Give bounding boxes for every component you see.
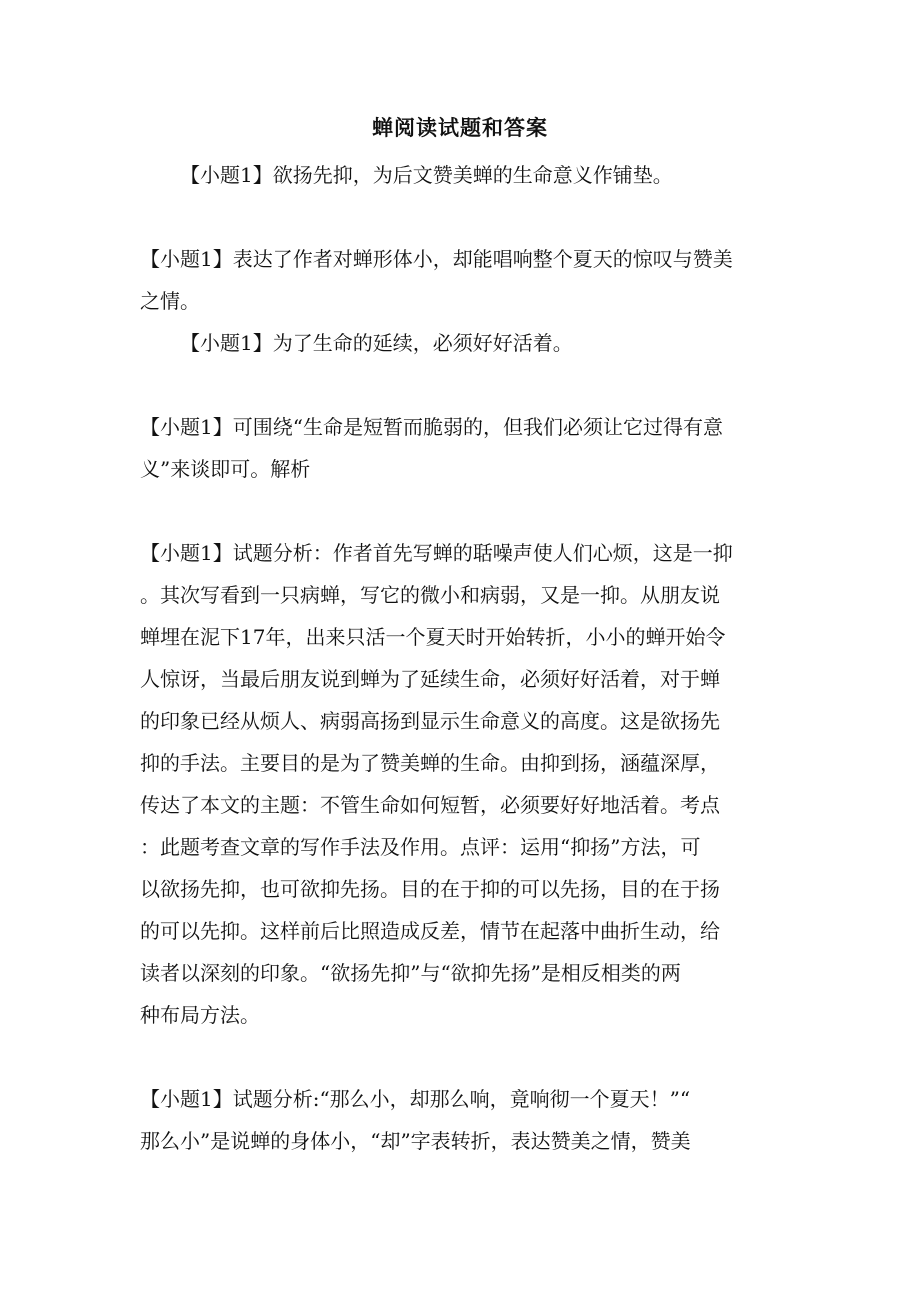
answer-paragraph-3 [180,322,780,364]
answer-paragraph-2 [140,238,780,322]
document-title: 蝉阅读试题和答案 [372,115,548,140]
paragraph-line: 传达了本文的主题：不管生命如何短暂，必须要好好地活着。考点 [140,793,720,817]
paragraph-line: 那么小”是说蝉的身体小，“却”字表转折，表达赞美之情，赞美 [140,1129,691,1153]
paragraph-line: ：此题考查文章的写作手法及作用。点评：运用“抑扬”方法，可 [140,835,701,859]
paragraph-line: 蝉埋在泥下17年，出来只活一个夏天时开始转折，小小的蝉开始令 [140,625,726,649]
paragraph-line: 【小题1】试题分析:“那么小，却那么响，竟响彻一个夏天！”“ [140,1087,691,1111]
paragraph-line: 【小题1】欲扬先抑，为后文赞美蝉的生命意义作铺垫。 [180,163,673,187]
paragraph-line: 【小题1】可围绕“生命是短暂而脆弱的，但我们必须让它过得有意 [140,415,723,439]
paragraph-line: 【小题1】为了生命的延续，必须好好活着。 [180,331,573,355]
analysis-paragraph-1 [140,532,780,1036]
paragraph-line: 人惊讶，当最后朋友说到蝉为了延续生命，必须好好活着，对于蝉 [140,667,720,691]
answer-paragraph-1 [180,154,780,196]
analysis-paragraph-2 [140,1078,780,1162]
paragraph-line: 的印象已经从烦人、病弱高扬到显示生命意义的高度。这是欲扬先 [140,709,720,733]
paragraph-line: 。其次写看到一只病蝉，写它的微小和病弱，又是一抑。从朋友说 [140,583,720,607]
paragraph-line: 【小题1】表达了作者对蝉形体小，却能唱响整个夏天的惊叹与赞美 [140,247,733,271]
paragraph-line: 义”来谈即可。解析 [140,457,311,481]
paragraph-line: 抑的手法。主要目的是为了赞美蝉的生命。由抑到扬，涵蕴深厚， [140,751,720,775]
paragraph-line: 之情。 [140,289,200,313]
paragraph-line: 的可以先抑。这样前后比照造成反差，情节在起落中曲折生动，给 [140,919,720,943]
paragraph-line: 读者以深刻的印象。“欲扬先抑”与“欲抑先扬”是相反相类的两 [140,961,681,985]
paragraph-line: 【小题1】试题分析：作者首先写蝉的聒噪声使人们心烦，这是一抑 [140,541,733,565]
answer-paragraph-4 [140,406,780,490]
paragraph-line: 种布局方法。 [140,1003,260,1027]
paragraph-line: 以欲扬先抑，也可欲抑先扬。目的在于抑的可以先扬，目的在于扬 [140,877,720,901]
